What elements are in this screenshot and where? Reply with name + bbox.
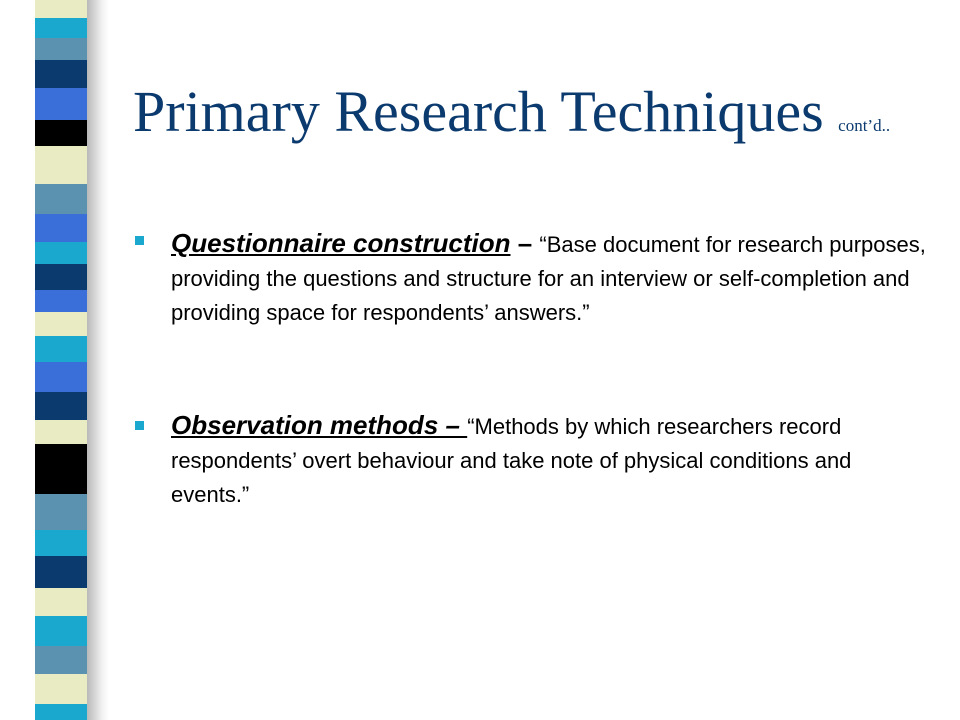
stripe-segment	[35, 646, 87, 674]
stripe-segment	[35, 38, 87, 60]
stripe-segment	[35, 184, 87, 214]
stripe-segment	[35, 362, 87, 392]
bullet-square-icon	[135, 236, 144, 245]
bullet-dash: –	[510, 228, 540, 258]
bullet-definition: “Methods by which researchers record respondents’ overt behaviour and take note of physical conditions and events.”	[171, 414, 852, 507]
stripe-segment	[35, 146, 87, 184]
bullet-item	[171, 226, 931, 330]
bullet-term: Observation methods –	[171, 410, 468, 440]
stripe-shadow	[87, 0, 109, 720]
stripe-segment	[35, 336, 87, 362]
stripe-segment	[35, 120, 87, 146]
stripe-segment	[35, 18, 87, 38]
stripe-segment	[35, 704, 87, 720]
decorative-stripe-bar	[35, 0, 87, 720]
slide-title	[133, 72, 890, 166]
stripe-segment	[35, 264, 87, 290]
stripe-segment	[35, 588, 87, 616]
stripe-segment	[35, 616, 87, 646]
stripe-segment	[35, 494, 87, 530]
stripe-segment	[35, 444, 87, 494]
bullet-term: Questionnaire construction	[171, 228, 511, 258]
bullet-square-icon	[135, 421, 144, 430]
stripe-segment	[35, 290, 87, 312]
stripe-segment	[35, 674, 87, 704]
stripe-segment	[35, 530, 87, 556]
stripe-segment	[35, 88, 87, 120]
slide-title-suffix: cont’d..	[838, 116, 891, 135]
stripe-segment	[35, 392, 87, 420]
bullet-item	[171, 408, 931, 512]
stripe-segment	[35, 556, 87, 588]
stripe-segment	[35, 242, 87, 264]
stripe-segment	[35, 312, 87, 336]
stripe-segment	[35, 60, 87, 88]
stripe-segment	[35, 0, 87, 18]
stripe-segment	[35, 214, 87, 242]
slide-title-text: Primary Research Techniques	[133, 79, 824, 144]
bullet-definition: “Base document for research purposes, providing the questions and structure for an interview or self-completion and providing space for respondents’ answers.”	[171, 232, 926, 325]
stripe-segment	[35, 420, 87, 444]
